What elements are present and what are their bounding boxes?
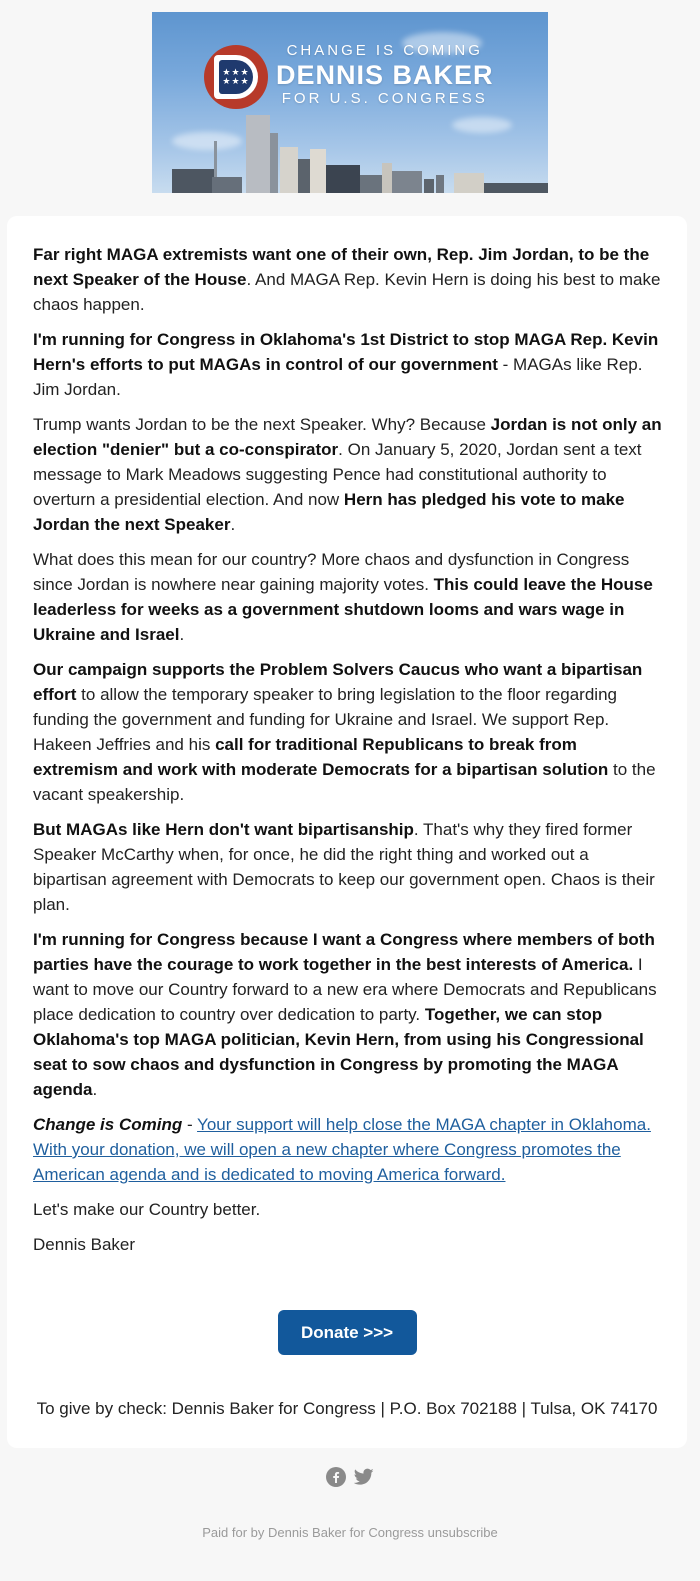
closing-line: Let's make our Country better. xyxy=(33,1200,261,1219)
campaign-banner xyxy=(152,12,548,193)
twitter-icon[interactable] xyxy=(353,1466,375,1488)
logo-stars-icon: ★★★ xyxy=(222,67,250,77)
paragraph-1: Far right MAGA extremists want one of their own, Rep. Jim Jordan, to be the next Speaker of the House. And MAGA Rep. Kevin Hern is doing his best to make chaos happen. xyxy=(33,245,661,314)
donate-button[interactable]: Donate >>> xyxy=(278,1310,417,1355)
banner-tagline: CHANGE IS COMING xyxy=(286,42,483,59)
unsubscribe-link[interactable]: unsubscribe xyxy=(427,1525,498,1540)
footer xyxy=(0,1525,700,1540)
paragraph-8: Change is Coming - Your support will help close the MAGA chapter in Oklahoma. With your donation, we will open a new chapter where Congress promotes the American agenda and is dedicated to moving America forward. xyxy=(33,1115,651,1184)
banner-office: FOR U.S. CONGRESS xyxy=(281,90,488,107)
check-address-line: To give by check: Dennis Baker for Congress | P.O. Box 702188 | Tulsa, OK 74170 xyxy=(36,1399,658,1418)
paragraph-3: Trump wants Jordan to be the next Speaker. Why? Because Jordan is not only an election "denier" but a co-conspirator. On January 5, 2020, Jordan sent a text message to Mark Meadows suggesting Pence had constitutional authority to overturn a presidential election. And now Hern has pledged his vote to make Jordan the next Speaker. xyxy=(33,415,662,534)
email-card xyxy=(7,216,687,1448)
campaign-logo: ★★★ ★★★ xyxy=(204,45,268,109)
paragraph-5: Our campaign supports the Problem Solvers Caucus who want a bipartisan effort to allow the temporary speaker to bring legislation to the floor regarding funding the government and funding for Ukraine and Israel. We support Rep. Hakeen Jeffries and his call for traditional Republicans to break from extremism and work with moderate Democrats for a bipartisan solution to the vacant speakership. xyxy=(33,660,656,804)
header xyxy=(0,0,700,193)
paragraph-6: But MAGAs like Hern don't want bipartisanship. That's why they fired former Speaker McCarthy when, for once, he did the right thing and worked out a bipartisan agreement with Democrats to keep our government open. Chaos is their plan. xyxy=(33,820,655,914)
facebook-icon[interactable] xyxy=(325,1466,347,1488)
banner-text xyxy=(276,42,494,108)
paragraph-2: I'm running for Congress in Oklahoma's 1st District to stop MAGA Rep. Kevin Hern's efforts to put MAGAs in control of our government - MAGAs like Rep. Jim Jordan. xyxy=(33,330,659,399)
paid-for-text: Paid for by Dennis Baker for Congress xyxy=(202,1525,425,1540)
email-body xyxy=(7,216,687,1257)
signature: Dennis Baker xyxy=(33,1235,136,1254)
banner-candidate-name: DENNIS BAKER xyxy=(276,60,494,90)
donation-link[interactable]: Your support will help close the MAGA chapter in Oklahoma. With your donation, we will open a new chapter where Congress promotes the American agenda and is dedicated to moving America forward. xyxy=(33,1115,651,1184)
paragraph-4: What does this mean for our country? More chaos and dysfunction in Congress since Jordan is nowhere near gaining majority votes. This could leave the House leaderless for weeks as a government shutdown looms and wars wage in Ukraine and Israel. xyxy=(33,550,653,644)
paragraph-7: I'm running for Congress because I want a Congress where members of both parties have the courage to work together in the best interests of America. I want to move our Country forward to a new era where Democrats and Republicans place dedication to country over dedication to party. Together, we can stop Oklahoma's top MAGA politician, Kevin Hern, from using his Congressional seat to sow chaos and dysfunction in Congress by promoting the MAGA agenda. xyxy=(33,930,657,1099)
social-links xyxy=(0,1466,700,1488)
